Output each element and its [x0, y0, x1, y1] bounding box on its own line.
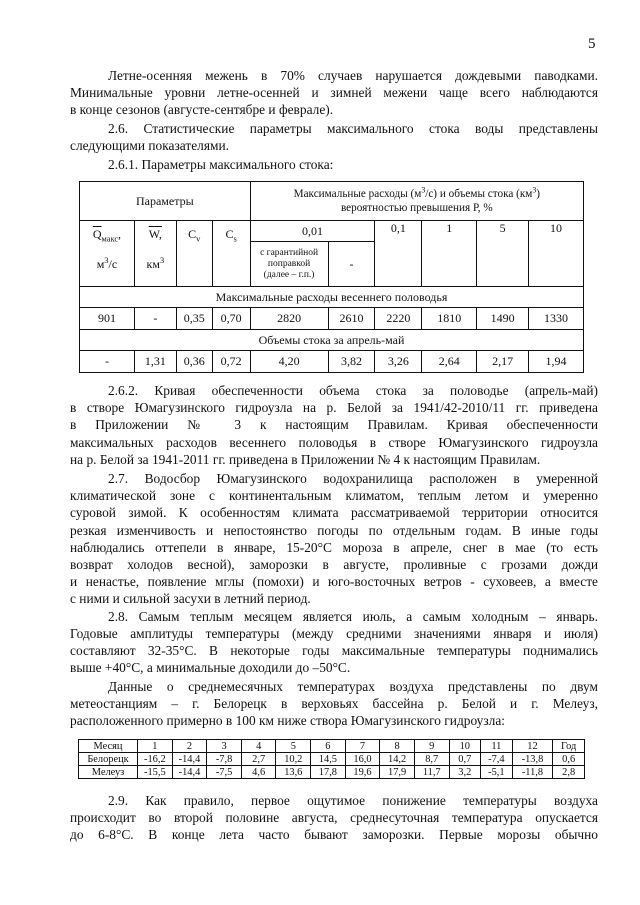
header-p-10: 10 [529, 221, 584, 287]
text-line: 2.8. Самым теплым месяцем является июль, а самым холодным – январь. [108, 609, 598, 624]
table-cell: -16,2 [138, 753, 173, 766]
table-header-cell: 5 [276, 740, 311, 753]
table-header-cell: 2 [172, 740, 207, 753]
table-row-volume [80, 351, 584, 373]
table-header-cell: 8 [380, 740, 415, 753]
paragraph-2-8 [70, 608, 598, 660]
text-line: и ненастье, появление мглы (помохи) и юго-восточных ветров - суховеев, а вместе [70, 574, 598, 590]
table-cell: 1,31 [134, 351, 176, 373]
table-header-cell: 12 [512, 740, 553, 753]
paragraph-2-7-end [70, 590, 598, 607]
table-cell: 2,64 [422, 351, 477, 373]
table-cell: 14,5 [311, 753, 346, 766]
table-cell: 1810 [422, 308, 477, 330]
text-line: резкая изменчивость и непостоянство погоды по отдельным годам. В иные годы [70, 522, 598, 538]
text-line: с ними и сильной засухи в летний период. [70, 591, 311, 606]
temperature-table [78, 739, 585, 779]
table-cell: 17,8 [311, 766, 346, 779]
paragraph-low-water [70, 67, 598, 101]
text-line: происходит во второй половине августа, среднесуточная температура опускается [70, 810, 598, 826]
table-cell: 17,9 [380, 766, 415, 779]
text-line: Минимальные уровни летне-осенней и зимней межени чаще всего наблюдаются [70, 85, 598, 101]
table-header-row [79, 740, 585, 753]
table-header-cell: 4 [241, 740, 276, 753]
text-line: следующими показателями. [70, 138, 229, 153]
section-max-flow: Максимальные расходы весеннего половодья [80, 287, 584, 308]
table-cell: -7,5 [207, 766, 242, 779]
paragraph-temperature-data-end [70, 712, 598, 729]
text-line: возврат холодов весной), заморозки в августе, проливные с грозами дожди [70, 557, 598, 573]
table-cell: 0,72 [212, 351, 250, 373]
table-cell: -11,8 [512, 766, 553, 779]
table-header-cell: 6 [311, 740, 346, 753]
text-line: Летне-осенняя межень в 70% случаев нарушается дождевыми паводками. [108, 68, 598, 83]
table-cell: -14,4 [172, 766, 207, 779]
text-line: метеостанциям – г. Белорецк в верховьях бассейна р. Белой и г. Мелеуз, [70, 696, 598, 712]
table-cell: 19,6 [345, 766, 380, 779]
table-cell: 13,6 [276, 766, 311, 779]
table-cell: 0,35 [176, 308, 212, 330]
table-cell: 14,2 [380, 753, 415, 766]
text-line: до 6-8°С. В конце лета часто бывают заморозки. Первые морозы обычно [70, 827, 598, 843]
text-line: выше +40°С, а минимальные доходили до –50°С. [70, 660, 351, 675]
table-row [79, 766, 585, 779]
paragraph-2-6 [70, 120, 598, 137]
header-p-5: 5 [477, 221, 529, 287]
header-guarantee-note: с гарантийной поправкой (далее – г.п.) [250, 242, 328, 287]
section-volume: Объемы стока за апрель-май [80, 330, 584, 351]
table-cell: 2610 [328, 308, 375, 330]
table-cell: -14,4 [172, 753, 207, 766]
table-cell: 0,70 [212, 308, 250, 330]
table-cell: 0,36 [176, 351, 212, 373]
header-p-1: 1 [422, 221, 477, 287]
text-line: Годовые амплитуды температуры (между средними значениями января и июля) [70, 626, 598, 642]
text-line: Данные о среднемесячных температурах воздуха представлены по двум [108, 679, 598, 694]
table-cell: 2,8 [553, 766, 585, 779]
table-cell: 2,17 [477, 351, 529, 373]
text-line: 2.9. Как правило, первое ощутимое понижение температуры воздуха [108, 793, 598, 808]
table-cell: -5,1 [481, 766, 513, 779]
table-cell: 2220 [375, 308, 422, 330]
header-q-max: $\overline{Q}_{макс}$, $м^3/с$ [80, 221, 135, 287]
table-cell: 8,7 [414, 753, 449, 766]
text-line: в конце сезонов (августе-сентябре и феврале). [70, 102, 334, 117]
table-cell: 1490 [477, 308, 529, 330]
header-parameters: Параметры [80, 182, 251, 221]
header-max-flow: Максимальные расходы $(м^3/с)$ и объемы стока $(км^3)$ вероятностью превышения Р, % [250, 182, 583, 221]
table-cell: 1330 [529, 308, 584, 330]
max-flow-table [79, 181, 584, 373]
text-line: расположенного примерно в 100 км ниже створа Юмагузинского гидроузла: [70, 713, 505, 728]
table-header-cell: 11 [481, 740, 513, 753]
table-cell: 3,2 [449, 766, 481, 779]
table-cell: Белорецк [79, 753, 138, 766]
table-cell: - [134, 308, 176, 330]
text-line: 2.7. Водосбор Юмагузинского водохранилища расположен в умеренной [108, 471, 598, 486]
text-line: суровой зимой. К особенностям климата рассматриваемой территории относится [70, 505, 598, 521]
text-line: наблюдались оттепели в январе, 15-20°С мороза в апреле, снег в мае (то есть [70, 539, 598, 555]
table-cell: 0,6 [553, 753, 585, 766]
table-cell: Мелеуз [79, 766, 138, 779]
header-cv: $C_v$ [176, 221, 212, 287]
table-cell: -7,8 [207, 753, 242, 766]
text-line: составляют 32-35°С. В некоторые годы максимальные температуры поднимались [70, 643, 598, 659]
text-line: максимальных расходов весеннего половодья в створе Юмагузинского гидроузла [70, 434, 598, 450]
table-header-cell: 1 [138, 740, 173, 753]
table-header-cell: 3 [207, 740, 242, 753]
text-line: в створе Юмагузинского гидроузла на р. Белой за 1941/42-2010/11 гг. приведена [70, 400, 598, 416]
header-p-001: 0,01 [250, 221, 375, 242]
paragraph-temperature-data [70, 678, 598, 712]
table-cell: 2820 [250, 308, 328, 330]
header-w: W, $км^3$ [134, 221, 176, 287]
table-cell: 2,7 [241, 753, 276, 766]
page-number: 5 [588, 36, 596, 52]
table-header-cell: Год [553, 740, 585, 753]
table-header-cell: 7 [345, 740, 380, 753]
table-cell: -7,4 [481, 753, 513, 766]
table-header-cell: Месяц [79, 740, 138, 753]
table-cell: -13,8 [512, 753, 553, 766]
table-header-cell: 9 [414, 740, 449, 753]
table-row [79, 753, 585, 766]
text-line: 2.6. Статистические параметры максимального стока воды представлены [108, 121, 598, 136]
table-cell: 10,2 [276, 753, 311, 766]
table-cell: -15,5 [138, 766, 173, 779]
text-line: 2.6.1. Параметры максимального стока: [108, 157, 334, 172]
header-no-guarantee: - [328, 242, 375, 287]
table-cell: 901 [80, 308, 135, 330]
table-cell: 4,6 [241, 766, 276, 779]
paragraph-2-6-end [70, 137, 598, 154]
paragraph-2-6-2-end [70, 451, 598, 468]
table-cell: 3,82 [328, 351, 375, 373]
text-line: на р. Белой за 1941-2011 гг. приведена в Приложении № 4 к настоящим Правилам. [70, 452, 541, 467]
table-cell: 0,7 [449, 753, 481, 766]
paragraph-2-9 [70, 792, 598, 844]
text-line: в Приложении № 3 к настоящим Правилам. Кривая обеспеченности [70, 417, 598, 433]
header-cs: $C_s$ [212, 221, 250, 287]
paragraph-2-7 [70, 470, 598, 590]
table-cell: 4,20 [250, 351, 328, 373]
table-cell: 3,26 [375, 351, 422, 373]
table-cell: 1,94 [529, 351, 584, 373]
paragraph-low-water-end [70, 101, 598, 118]
table-cell: - [80, 351, 135, 373]
paragraph-2-6-2 [70, 382, 598, 451]
table-cell: 11,7 [414, 766, 449, 779]
header-p-01: 0,1 [375, 221, 422, 287]
text-line: климатической зоне с континентальным климатом, теплым летом и умеренно [70, 488, 598, 504]
table-cell: 16,0 [345, 753, 380, 766]
table-header-cell: 10 [449, 740, 481, 753]
paragraph-2-8-end [70, 659, 598, 676]
heading-2-6-1 [70, 156, 598, 173]
table-row-flow [80, 308, 584, 330]
text-line: 2.6.2. Кривая обеспеченности объема стока за половодье (апрель-май) [108, 383, 598, 398]
